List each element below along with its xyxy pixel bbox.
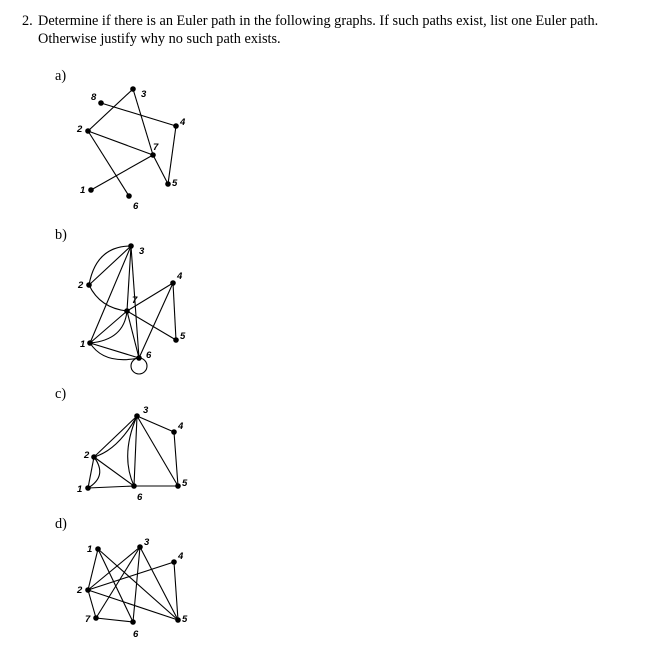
vertex-d-1 [95,546,101,552]
vertex-label-d-4: 4 [178,551,184,562]
vertex-label-d-2: 2 [77,585,83,596]
part-label-c: c) [55,386,67,402]
vertex-label-b-3: 3 [139,246,145,257]
vertex-a-2 [85,128,91,134]
vertex-label-a-3: 3 [141,89,147,100]
vertex-label-a-4: 4 [180,117,186,128]
edge-d-2-4 [88,562,174,590]
part-label-a: a) [55,68,67,84]
vertex-label-c-1: 1 [77,484,83,495]
vertex-label-a-2: 2 [77,124,83,135]
vertex-label-a-8: 8 [91,92,97,103]
graph-d [76,537,188,640]
edge-c-2-1 [88,457,94,488]
edge-a-2-7 [88,131,153,155]
vertex-b-4 [170,280,176,286]
vertex-c-6 [131,483,137,489]
vertex-a-3 [130,86,136,92]
vertex-label-b-2: 2 [78,280,84,291]
vertex-d-5 [175,617,181,623]
edge-b-3-1 [90,246,131,343]
edge-a-7-5 [153,155,168,184]
edge-a-5-4 [168,126,176,184]
vertex-b-3 [128,243,134,249]
edge-d-1-5 [98,549,178,620]
edge-c-1-6 [88,486,134,488]
vertex-label-a-5: 5 [172,178,178,189]
vertex-label-b-4: 4 [177,271,183,282]
vertex-b-1 [87,340,93,346]
edge-b-3-7 [127,246,131,311]
vertex-c-1 [85,485,91,491]
edge-d-1-2 [88,549,98,590]
vertex-label-d-1: 1 [87,544,93,555]
part-label-b: b) [55,227,67,243]
vertex-a-1 [88,187,94,193]
vertex-c-3 [134,413,140,419]
edge-c-4-5 [174,432,178,486]
vertex-label-a-1: 1 [80,185,86,196]
part-label-d: d) [55,516,67,532]
vertex-a-6 [126,193,132,199]
edge-a-2-6 [88,131,129,196]
edge-c-2-1-curved [88,457,100,488]
vertex-c-2 [91,454,97,460]
vertex-b-6 [136,355,142,361]
vertex-label-c-5: 5 [182,478,188,489]
edge-b-4-5 [173,283,176,340]
graph-a [76,86,186,212]
edge-c-3-4 [137,416,174,432]
vertex-b-7 [124,308,130,314]
edge-c-3-5 [137,416,178,486]
edge-c-3-6 [134,416,137,486]
vertex-label-d-3: 3 [144,537,150,548]
vertex-label-b-1: 1 [80,339,86,350]
edge-d-7-6 [96,618,133,622]
graph-b [77,243,186,374]
vertex-a-7 [150,152,156,158]
vertex-b-5 [173,337,179,343]
vertex-label-a-7: 7 [153,142,159,153]
vertex-label-d-7: 7 [85,614,91,625]
vertex-d-3 [137,544,143,550]
problem-number: 2. [22,13,33,29]
vertex-a-4 [173,123,179,129]
vertex-label-c-2: 2 [84,450,90,461]
vertex-d-4 [171,559,177,565]
vertex-label-d-5: 5 [182,614,188,625]
vertex-c-4 [171,429,177,435]
problem-text: Determine if there is an Euler path in the following graphs. If such paths exist, list one Euler path. Otherwise justify why no such path exists. [38,13,599,47]
vertex-c-5 [175,483,181,489]
vertex-d-7 [93,615,99,621]
vertex-a-5 [165,181,171,187]
vertex-label-b-5: 5 [180,331,186,342]
vertex-label-c-3: 3 [143,405,149,416]
edge-b-7-5 [127,311,176,340]
edge-d-4-5 [174,562,178,620]
graph-c [77,405,188,503]
vertex-d-6 [130,619,136,625]
vertex-label-b-6: 6 [146,350,152,361]
edge-b-2-7 [89,285,127,311]
vertex-label-c-6: 6 [137,492,143,503]
vertex-b-2 [86,282,92,288]
vertex-label-d-6: 6 [133,629,139,640]
vertex-label-b-7: 7 [132,295,138,306]
vertex-a-8 [98,100,104,106]
vertex-label-a-6: 6 [133,201,139,212]
vertex-d-2 [85,587,91,593]
edge-d-3-6 [133,547,140,622]
edge-b-1-6 [90,343,139,358]
vertex-label-c-4: 4 [178,421,184,432]
